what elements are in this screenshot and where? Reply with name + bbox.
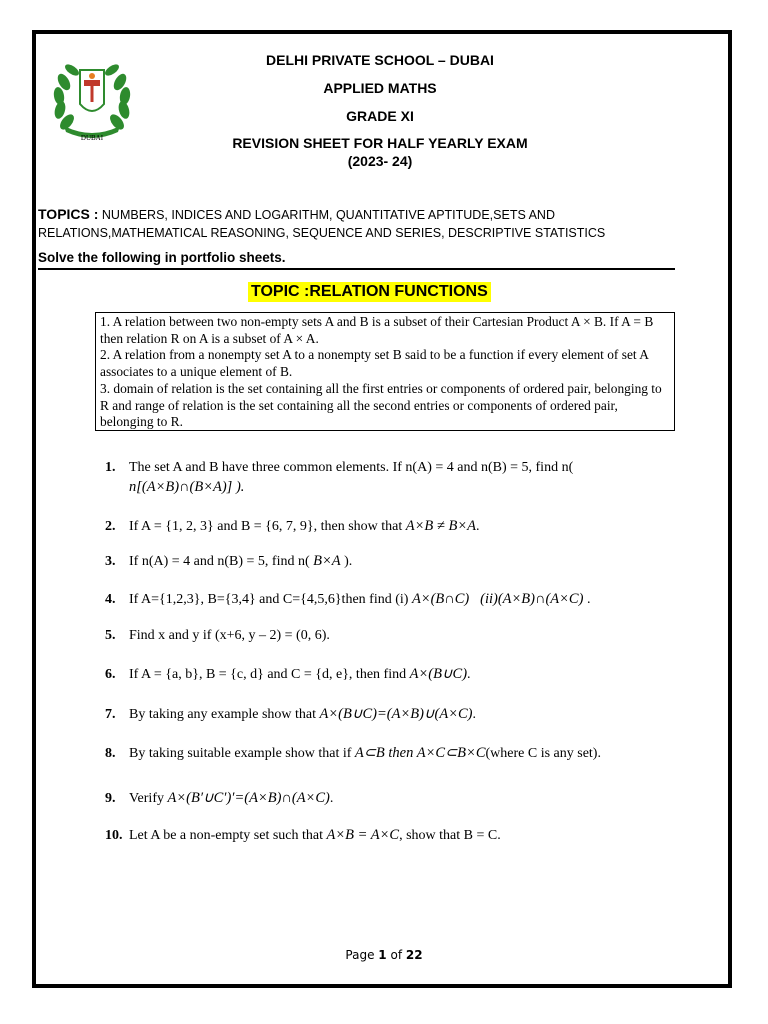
question-text-end: (where C is any set). [485,746,601,761]
question-math: A×(B∩C) (ii)(A×B)∩(A×C) [411,591,584,607]
total-pages: 22 [405,948,423,962]
question-text: By taking suitable example show that if [129,746,355,761]
question-text-end: ). [340,554,353,569]
question-text: The set A and B have three common elements. If n(A) = 4 and n(B) = 5, find n( [129,460,574,475]
question-math: A×(B∪C)=(A×B)∪(A×C) [319,706,473,722]
question-math: A×B ≠ B×A [405,518,476,534]
question-number: 10. [105,828,123,843]
question-item [105,459,573,477]
question-number: 1. [105,460,116,475]
question-item [105,552,352,571]
topics-list [38,205,678,242]
question-item [105,517,480,536]
topics-label: TOPICS : [38,206,99,222]
current-page: 1 [378,948,387,962]
note-item: 3. domain of relation is the set containing all the first entries or components of ordered pair, belonging to R and range of relation is the set containing all the second entries or components of ordered pair, belonging to R. [100,380,662,430]
question-number: 3. [105,554,116,569]
question-item [105,789,333,808]
question-number: 7. [105,707,116,722]
question-item [105,627,330,645]
question-math: A×(B∪C) [409,666,468,682]
question-text-end: , show that B = C. [399,828,501,843]
sheet-title: REVISION SHEET FOR HALF YEARLY EXAM [232,135,528,151]
school-crest-icon [50,52,134,146]
question-number: 2. [105,519,116,534]
question-text-end: . [472,707,476,722]
question-text: If n(A) = 4 and n(B) = 5, find n( [129,554,314,569]
question-math: B×A [313,553,341,569]
question-number: 9. [105,791,116,806]
notes-box [95,312,675,431]
question-text: Let A be a non-empty set such that [129,828,327,843]
question-item [105,744,601,763]
question-item [105,705,476,724]
question-item [105,665,471,684]
question-text: If A = {a, b}, B = {c, d} and C = {d, e}, then find [129,667,410,682]
page-number: Page 1 of 22 [345,948,423,962]
logo-ribbon-text: DUBAI [80,134,104,142]
question-number: 4. [105,592,116,607]
question-text: Verify [129,791,168,806]
academic-year: (2023- 24) [347,153,413,169]
question-text: By taking any example show that [129,707,320,722]
divider-line [38,268,675,270]
question-math: A⊂B then A×C⊂B×C [354,745,486,761]
question-text: Find x and y if (x+6, y – 2) = (0, 6). [129,628,330,643]
question-text-end: . [467,667,471,682]
subject-title: APPLIED MATHS [323,80,437,96]
question-number: 5. [105,628,116,643]
instruction-text: Solve the following in portfolio sheets. [38,250,286,265]
topics-text: NUMBERS, INDICES AND LOGARITHM, QUANTITATIVE APTITUDE,SETS AND RELATIONS,MATHEMATICAL REASONING, SEQUENCE AND SERIES, DESCRIPTIVE STATISTICS [38,208,606,240]
question-text: If A = {1, 2, 3} and B = {6, 7, 9}, then show that [129,519,406,534]
question-number: 6. [105,667,116,682]
school-name: DELHI PRIVATE SCHOOL – DUBAI [266,52,494,68]
grade-title: GRADE XI [346,108,414,124]
note-item: 2. A relation from a nonempty set A to a nonempty set B said to be a function if every element of set A associates to a unique element of B. [100,347,649,380]
question-text-end: . [583,592,591,607]
question-text-end: . [476,519,480,534]
question-math: n[(A×B)∩(B×A)] ). [129,479,245,495]
question-math: A×B = A×C [326,827,400,843]
question-item [105,826,501,845]
topic-heading: TOPIC :RELATION FUNCTIONS [248,282,491,302]
question-math: A×(B′∪C′)′=(A×B)∩(A×C) [167,790,330,806]
school-logo [50,52,134,146]
question-number: 8. [105,746,116,761]
question-text-end: . [329,791,334,806]
question-item [105,590,590,609]
question-text: If A={1,2,3}, B={3,4} and C={4,5,6}then find (i) [129,592,412,607]
note-item: 1. A relation between two non-empty sets A and B is a subset of their Cartesian Product A × B. If A = B then relation R on A is a subset of A × A. [100,314,654,346]
